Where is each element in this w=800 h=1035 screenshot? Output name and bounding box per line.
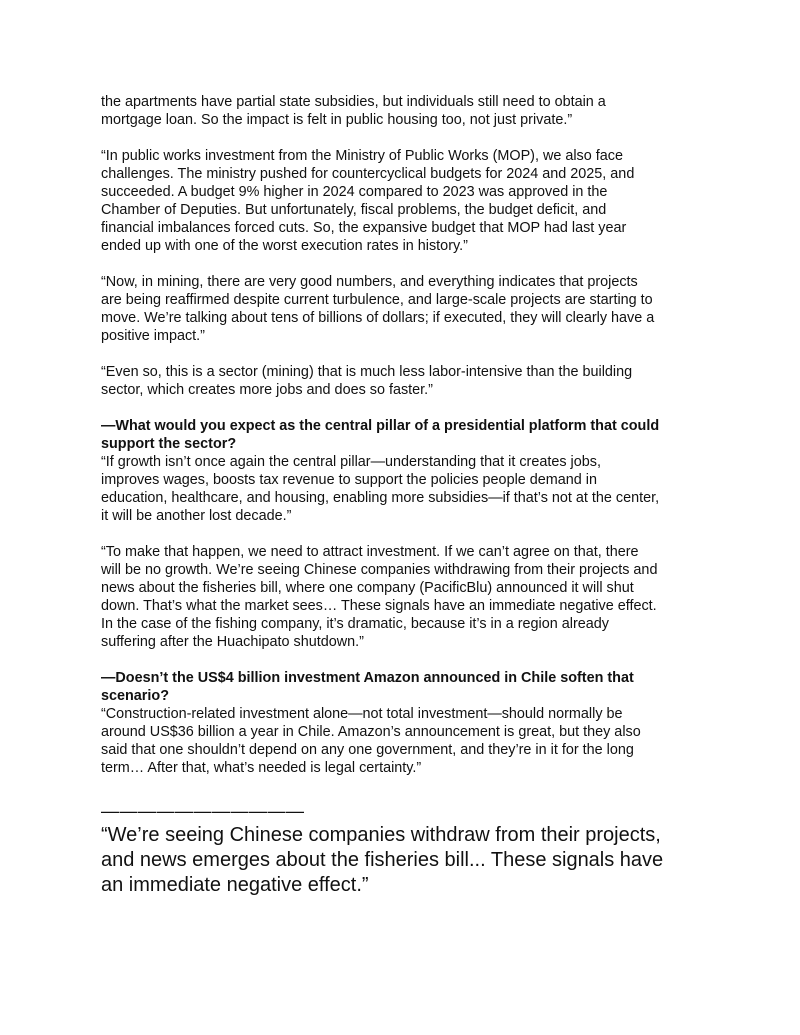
separator-line: ——————————— [101,801,305,821]
interview-question-central-pillar: —What would you expect as the central pillar of a presidential platform that could support the sector? [101,418,660,452]
paragraph-labor-intensive: “Even so, this is a sector (mining) that is much less labor-intensive than the building sector, which creates more jobs and does so faster.” [101,364,633,398]
pull-quote: “We’re seeing Chinese companies withdraw from their projects, and news emerges about the fisheries bill... These signals have an immediate negative effect.” [101,824,664,896]
paragraph-subsidies: the apartments have partial state subsidies, but individuals still need to obtain a mortgage loan. So the impact is felt in public housing too, not just private.” [101,94,606,128]
paragraph-growth: “If growth isn’t once again the central pillar—understanding that it creates jobs, improves wages, boosts tax revenue to support the policies people demand in education, healthcare, and housing, enabling more subsidies—if that’s not at the center, it will be another lost decade.” [101,454,660,524]
article-body [101,93,709,898]
paragraph-construction-investment: “Construction-related investment alone—not total investment—should normally be around US$36 billion a year in Chile. Amazon’s announcement is great, but they also said that one shouldn’t depend on any one government, and they’re in it for the long term… After that, what’s needed is legal certainty.” [101,706,641,776]
paragraph-public-works: “In public works investment from the Ministry of Public Works (MOP), we also face challenges. The ministry pushed for countercyclical budgets for 2024 and 2025, and succeeded. A budget 9% higher in 2024 compared to 2023 was approved in the Chamber of Deputies. But unfortunately, fiscal problems, the budget deficit, and financial imbalances forced cuts. So, the expansive budget that MOP had last year ended up with one of the worst execution rates in history.” [101,148,635,254]
paragraph-mining: “Now, in mining, there are very good numbers, and everything indicates that projects are being reaffirmed despite current turbulence, and large-scale projects are starting to move. We’re talking about tens of billions of dollars; if executed, they will clearly have a positive impact.” [101,274,655,344]
paragraph-investment: “To make that happen, we need to attract investment. If we can’t agree on that, there will be no growth. We’re seeing Chinese companies withdrawing from their projects and news about the fisheries bill, where one company (PacificBlu) announced it will shut down. That’s what the market sees… These signals have an immediate negative effect. In the case of the fishing company, it’s dramatic, because it’s in a region already suffering after the Huachipato shutdown.” [101,544,658,650]
interview-question-amazon: —Doesn’t the US$4 billion investment Amazon announced in Chile soften that scenario? [101,670,634,704]
